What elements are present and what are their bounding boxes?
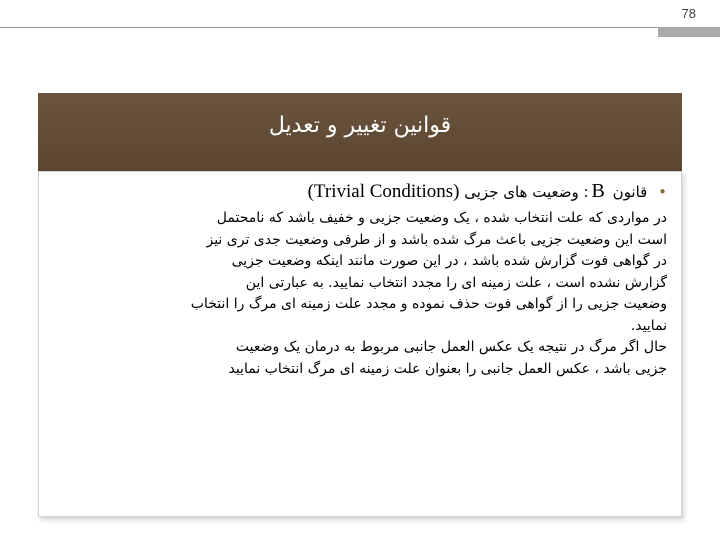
law-colon: :	[583, 183, 589, 201]
slide-title: قوانین تغییر و تعدیل	[268, 113, 452, 138]
slide-title-bar	[38, 93, 682, 171]
law-prefix: قانون	[612, 183, 648, 201]
header-divider	[0, 27, 720, 28]
law-text: وضعیت های جزیی	[464, 183, 579, 201]
header-tab-accent	[658, 27, 720, 37]
bullet-dot-icon: •	[658, 183, 667, 201]
paragraph-line: در گواهی فوت گزارش شده باشد ، در این صورت مانند اینکه وضعیت جزیی	[231, 253, 667, 269]
paragraph-line: گزارش نشده است ، علت زمینه ای را مجدد انتخاب نمایید. به عبارتی این	[245, 274, 667, 291]
paragraph-line: جزیی باشد ، عکس العمل جانبی را بعنوان علت زمینه ای مرگ انتخاب نمایید	[228, 360, 667, 377]
paragraph-line: در مواردی که علت انتخاب شده ، یک وضعیت جزیی و خفیف باشد که نامحتمل	[216, 210, 667, 226]
paragraph-line: نمایید.	[630, 317, 667, 334]
paragraph-line: حال اگر مرگ در نتیجه یک عکس العمل جانبی مربوط به درمان یک وضعیت	[235, 339, 667, 355]
paragraph-line: است این وضعیت جزیی باعث مرگ شده باشد و از طرفی وضعیت جدی تری نیز	[206, 231, 667, 248]
page-number: 78	[681, 6, 696, 21]
bullet-heading	[51, 180, 667, 203]
paragraph-line: وضعیت جزیی را از گواهی فوت حذف نموده و مجدد علت زمینه ای مرگ را انتخاب	[190, 296, 667, 312]
slide-content-box	[38, 171, 682, 517]
body-paragraph	[51, 208, 667, 380]
law-letter: B	[591, 180, 605, 202]
english-term: (Trivial Conditions)	[307, 181, 460, 202]
